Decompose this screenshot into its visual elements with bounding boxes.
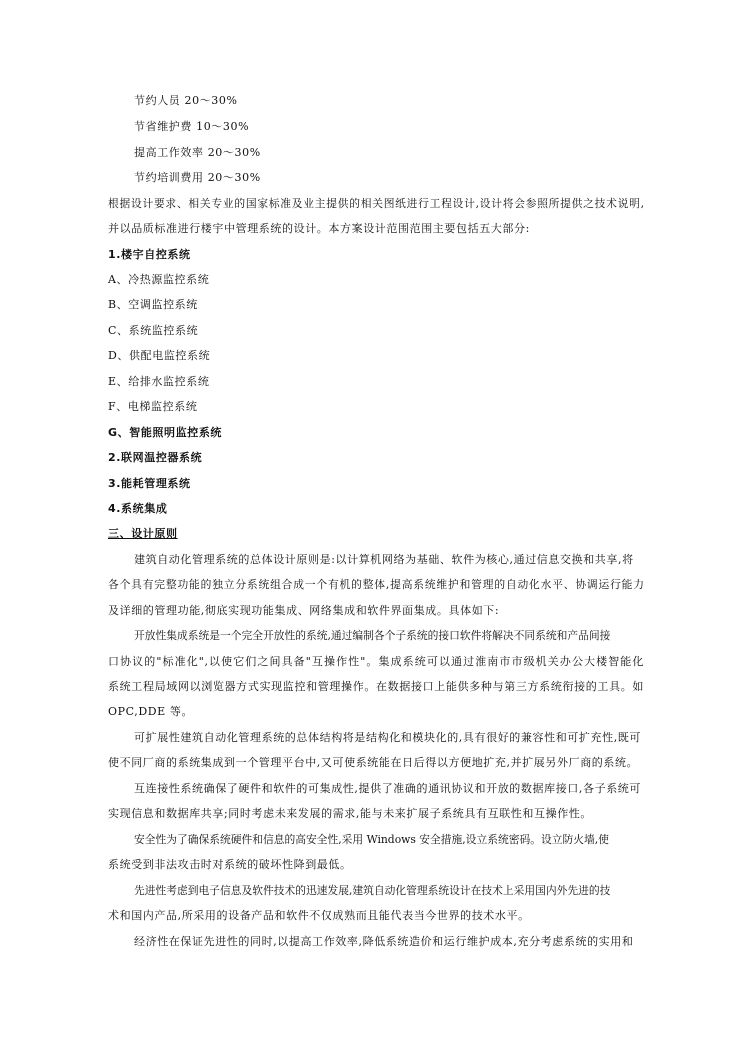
- section-title: 2.联网温控器系统: [108, 451, 203, 464]
- section-title: 4.系统集成: [108, 502, 168, 515]
- section-title-building-control: 1.楼宇自控系统: [108, 248, 191, 261]
- subsystem-item: A、冷热源监控系统: [108, 273, 210, 286]
- paragraph-line: 使不同厂商的系统集成到一个管理平台中,又可使系统能在日后得以方便地扩充,并扩展另外厂商的系统。: [108, 756, 639, 769]
- subsystem-item: F、电梯监控系统: [108, 400, 198, 413]
- savings-item: 节省维护费 10～30%: [134, 120, 250, 133]
- savings-item: 节约人员 20～30%: [134, 94, 238, 107]
- intro-line: 并以品质标准进行楼宇中管理系统的设计。本方案设计范围范围主要包括五大部分:: [108, 222, 530, 235]
- paragraph-line: 系统受到非法攻击时对系统的破坏性降到最低。: [108, 858, 352, 871]
- subsystem-item: B、空调监控系统: [108, 298, 198, 311]
- subsystem-item-lighting: G、智能照明监控系统: [108, 426, 223, 439]
- paragraph-line: 各个具有完整功能的独立分系统组合成一个有机的整体,提高系统维护和管理的自动化水平、协调运行能力: [108, 578, 644, 591]
- paragraph-line: OPC,DDE 等。: [108, 705, 194, 718]
- paragraph-line: 可扩展性建筑自动化管理系统的总体结构将是结构化和模块化的,具有很好的兼容性和可扩充性,既可: [134, 731, 641, 744]
- paragraph-line: 经济性在保证先进性的同时,以提高工作效率,降低系统造价和运行维护成本,充分考虑系统的实用和: [134, 935, 634, 948]
- paragraph-line: 互连接性系统确保了硬件和软件的可集成性,提供了准确的通讯协议和开放的数据库接口,各子系统可: [134, 782, 641, 795]
- paragraph-line: 术和国内产品,所采用的设备产品和软件不仅成熟而且能代表当今世界的技术水平。: [108, 909, 530, 922]
- paragraph-line: 开放性集成系统是一个完全开放性的系统,通过编制各个子系统的接口软件将解决不同系统和产品间接: [134, 629, 611, 642]
- subsystem-item: E、给排水监控系统: [108, 375, 210, 388]
- design-principles-heading: 三、设计原则: [108, 527, 178, 540]
- intro-line: 根据设计要求、相关专业的国家标准及业主提供的相关图纸进行工程设计,设计将会参照所提供之技术说明,: [108, 197, 644, 210]
- savings-item: 提高工作效率 20～30%: [134, 146, 261, 159]
- subsystem-item: C、系统监控系统: [108, 324, 199, 337]
- paragraph-line: 实现信息和数据库共享;同时考虑未来发展的需求,能与未来扩展子系统具有互联性和互操作性。: [108, 807, 592, 820]
- paragraph-line: 系统工程局域网以浏览器方式实现监控和管理操作。在数据接口上能供多种与第三方系统衔接的工具。如: [108, 680, 644, 693]
- paragraph-line: 及详细的管理功能,彻底实现功能集成、网络集成和软件界面集成。具体如下:: [108, 604, 500, 617]
- paragraph-line: 口协议的"标准化",以使它们之间具备"互操作性"。集成系统可以通过淮南市市级机关办公大楼智能化: [108, 655, 644, 668]
- paragraph-line: 建筑自动化管理系统的总体设计原则是:以计算机网络为基础、软件为核心,通过信息交换和共享,将: [134, 553, 634, 566]
- paragraph-line: 先进性考虑到电子信息及软件技术的迅速发展,建筑自动化管理系统设计在技术上采用国内外先进的技: [134, 884, 611, 897]
- section-title: 3.能耗管理系统: [108, 477, 191, 490]
- savings-item: 节约培训费用 20～30%: [134, 171, 261, 184]
- subsystem-item: D、供配电监控系统: [108, 349, 211, 362]
- paragraph-line: 安全性为了确保系统硬件和信息的高安全性,采用 Windows 安全措施,设立系统密码。设立防火墙,使: [134, 833, 609, 846]
